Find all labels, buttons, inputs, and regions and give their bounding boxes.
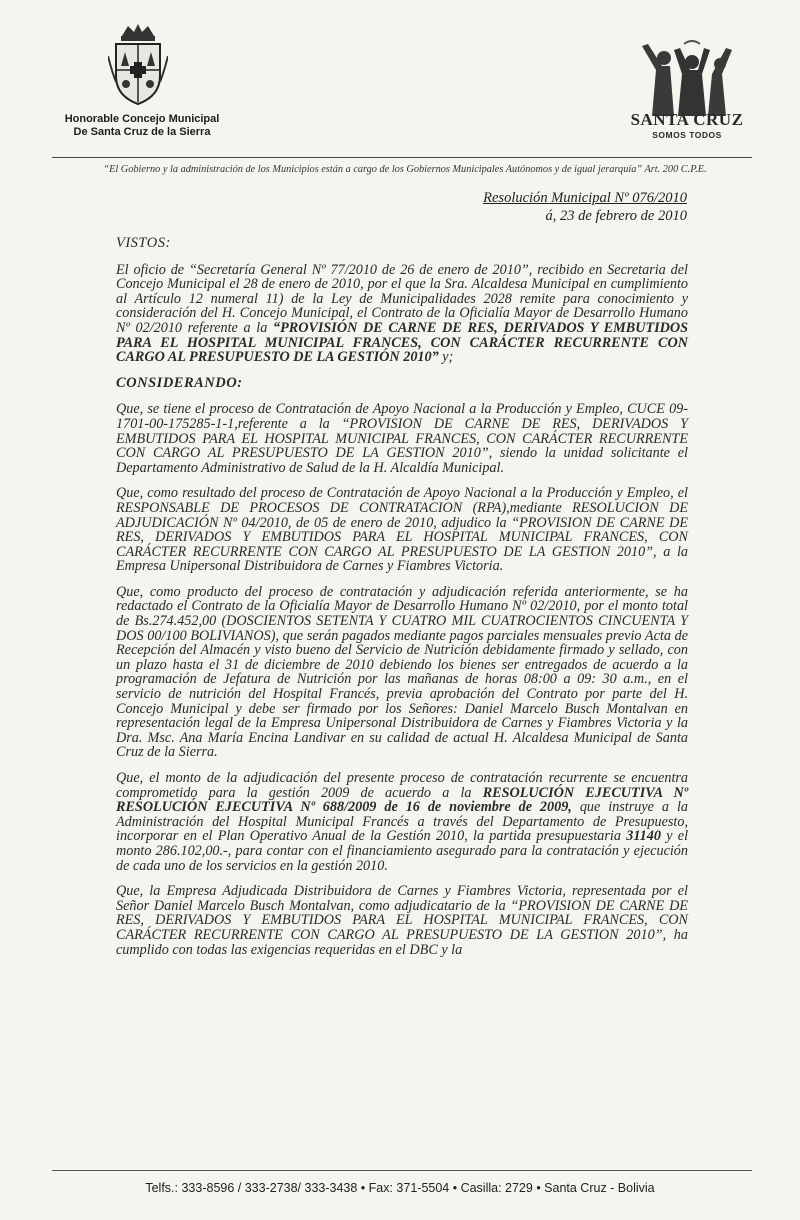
p4-bold-resolution: RESOLUCIÓN EJECUTIVA Nº RESOLUCIÓN EJECUTIVA Nº 688/2009 de 16 de noviembre de 2009, — [116, 784, 688, 816]
considerando-paragraph-2: Que, como resultado del proceso de Contratación de Apoyo Nacional a la Producción y Empleo, el RESPONSABLE DE PROCESOS DE CONTRATACION (RPA),mediante RESOLUCION DE ADJUDICACIÓN Nº 04/2010, de 05 de enero de 2010, adjudico la “PROVISION DE CARNE DE RES, DERIVADOS Y EMBUTIDOS PARA EL HOSPITAL MUNICIPAL FRANCES, CON CARÁCTER RECURRENTE CON CARGO AL PRESUPUESTO DE LA GESTION 2010”, a la Empresa Unipersonal Distribuidora de Carnes y Fiambres Victoria. — [116, 485, 688, 575]
municipal-crest-icon — [108, 22, 168, 108]
document-body — [116, 230, 688, 968]
footer-divider — [52, 1170, 752, 1171]
considerando-paragraph-4 — [116, 771, 688, 873]
p4-text-a: Que, el monto de la adjudicación del presente proceso de contratación recurrente se encuentra comprometido para la gestión 2009 de acuerdo a la — [116, 770, 688, 801]
p4-bold-partida: 31140 — [626, 828, 661, 845]
santa-cruz-logo — [612, 40, 762, 148]
p4-text-c: y el monto 286.102,00.-, para contar con el financiamiento asegurado para la contratación y ejecución de cada uno de los servicios en la gestión 2010. — [116, 828, 689, 874]
vistos-paragraph — [116, 263, 688, 365]
vistos-bold-text: “PROVISIÓN DE CARNE DE RES, DERIVADOS Y EMBUTIDOS PARA EL HOSPITAL MUNICIPAL FRANCES, CON CARÁCTER RECURRENTE CON CARGO AL PRESUPUESTO DE LA GESTIÓN 2010” — [116, 319, 689, 366]
logo-title: SANTA CRUZ — [630, 110, 744, 129]
footer-contact: Telfs.: 333-8596 / 333-2738/ 333-3438 • Fax: 371-5504 • Casilla: 2729 • Santa Cruz - Bolivia — [145, 1181, 655, 1195]
constitution-quote: “El Gobierno y la administración de los Municipios están a cargo de los Gobiernos Municipales Autónomos y de igual jerarquía” Art. 200 C.P.E. — [103, 164, 707, 175]
vistos-heading: VISTOS: — [116, 235, 171, 251]
council-name — [52, 113, 232, 139]
vistos-text: El oficio de “Secretaría General Nº 77/2010 de 26 de enero de 2010”, recibido en Secretaria del Concejo Municipal el 28 de enero de 2010, por el que la Sra. Alcaldesa Municipal en cumplimiento al Artículo 12 numeral 11) de la Ley de Municipalidades 2028 remite para conocimiento y consideración del H. Concejo Municipal, el Contrato de la Oficialía Mayor de Desarrollo Humano Nº 02/2010 referente a la — [116, 261, 688, 336]
logo-subtitle: SOMOS TODOS — [652, 130, 722, 140]
p4-text-b: que instruye a la Administración del Hospital Municipal Francés a través del Departamento de Presupuesto, incorporar en el Plan Operativo Anual de la Gestión 2010, la partida presupuestaria — [116, 799, 688, 845]
header-divider — [52, 157, 752, 158]
vistos-end: y; — [442, 349, 454, 366]
council-name-line1: Honorable Concejo Municipal — [64, 113, 220, 125]
considerando-heading: CONSIDERANDO: — [116, 374, 243, 391]
considerando-paragraph-1: Que, se tiene el proceso de Contratación de Apoyo Nacional a la Producción y Empleo, CUCE 09-1701-00-175285-1-1,referente a la “PROVISION DE CARNE DE RES, DERIVADOS Y EMBUTIDOS PARA EL HOSPITAL MUNICIPAL FRANCES, CON CARÁCTER RECURRENTE CON CARGO AL PRESUPUESTO DE LA GESTION 2010”, siendo la unidad solicitante el Departamento Administrativo de Salud de la H. Alcaldía Municipal. — [116, 401, 688, 476]
considerando-paragraph-5: Que, la Empresa Adjudicada Distribuidora de Carnes y Fiambres Victoria, representada por el Señor Daniel Marcelo Busch Montalvan, como adjudicatario de la “PROVISION DE CARNE DE RES, DERIVADOS Y EMBUTIDOS PARA EL HOSPITAL MUNICIPAL FRANCES, CON CARÁCTER RECURRENTE CON CARGO AL PRESUPUESTO DE LA GESTION 2010”, ha cumplido con todas las exigencias requeridas en el DBC y la — [116, 883, 688, 958]
resolution-title: Resolución Municipal Nº 076/2010 — [483, 190, 687, 206]
considerando-paragraph-3: Que, como producto del proceso de contratación y adjudicación referida anteriormente, se ha redactado el Contrato de la Oficialía Mayor de Desarrollo Humano Nº 02/2010, por el monto total de Bs.274.452,00 (DOSCIENTOS SETENTA Y CUATRO MIL CUATROCIENTOS CINCUENTA Y DOS 00/100 BOLIVIANOS), que serán pagados mediante pagos parciales mensuales previo Acta de Recepción del Almacén y visto bueno del Servicio de Nutrición debidamente firmado y sellado, con un plazo hasta el 31 de diciembre de 2010 debiendo los bienes ser entregados de acuerdo a la programación de Jefatura de Nutrición por las mañanas de horas 08:00 a 09: 30 a.m., en el servicio de nutrición del Hospital Francés, previa aprobación del Contrato por parte del H. Concejo Municipal y debe ser firmado por los Señores: Daniel Marcelo Busch Montalvan en representación legal de la Empresa Unipersonal Distribuidora de Carnes y Fiambres Victoria y la Dra. Msc. Ana María Encina Landivar en su calidad de actual H. Alcaldesa Municipal de Santa Cruz de la Sierra. — [116, 583, 688, 761]
council-name-line2: De Santa Cruz de la Sierra — [73, 126, 211, 138]
people-arms-raised-icon — [634, 40, 744, 116]
resolution-date: á, 23 de febrero de 2010 — [545, 208, 687, 224]
